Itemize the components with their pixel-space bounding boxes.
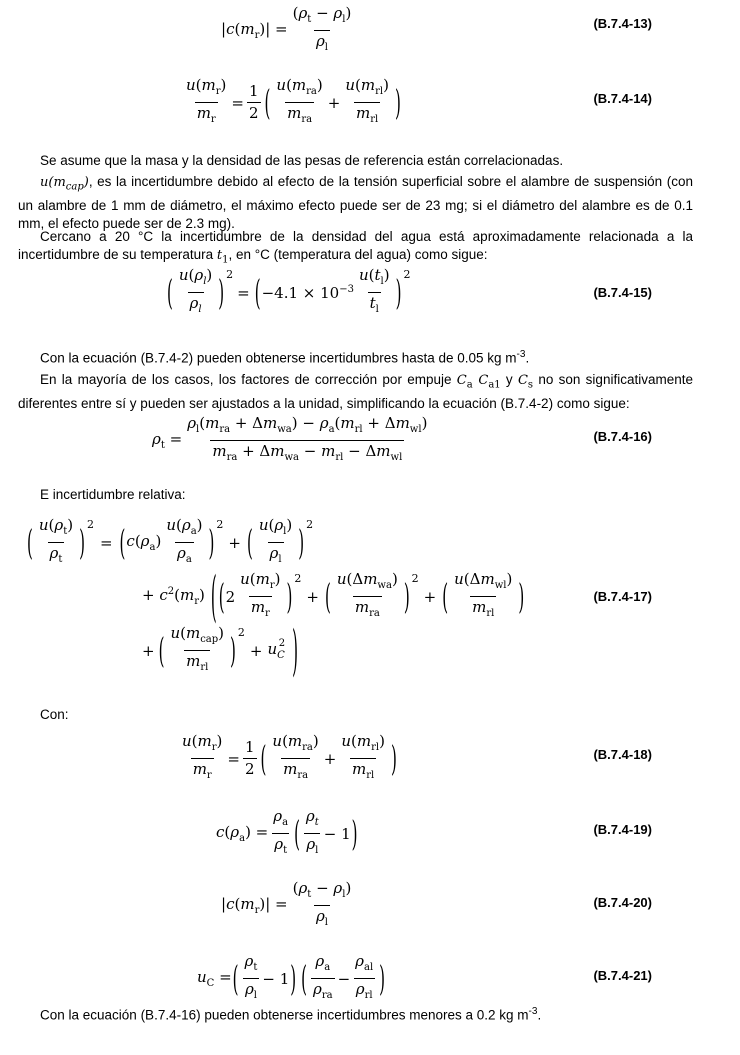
equation-b7417-line2: + $c^2(m_r)$ ( ( 2 $\frac{u(m_r)}{m_r}$ ) 2 + ( $\frac{u(\Delta m_{wa})}{m_{ra}}$ ) 2 + ( $\frac{u(\Delta m_{wl})}{m_{rl}}$ )	[142, 564, 525, 629]
equation-b7417-line1: ( $\frac{u(\rho_t)}{\rho_t}$ ) 2 = ( $c(\rho_a)$ $\frac{u(\rho_a)}{\rho_a}$ ) 2 + ( $\frac{u(\rho_l)}{\rho_l}$ ) 2	[26, 516, 313, 569]
equation-number: (B.7.4-15)	[593, 285, 652, 300]
paragraph-relative-uncertainty: E incertidumbre relativa:	[40, 487, 186, 502]
equation-b7421: $u_C$ = ( $\frac{\rho_t}{\rho_l}$ − 1 ) ( $\frac{\rho_a}{\rho_{ra}}$ − $\frac{\rho_{al}}{\rho_{rl}}$ )	[197, 952, 386, 1005]
paragraph-correlation: Se asume que la masa y la densidad de las pesas de referencia están correlacionadas.	[40, 153, 564, 168]
equation-b7413: $|c(m_r)|$ = $\frac{(\rho_t - \rho_l)}{\rho_l}$	[221, 4, 356, 57]
paragraph-uncertainty-0-05: Con la ecuación (B.7.4-2) pueden obtenerse incertidumbres hasta de 0.05 kg $m^{-3}$.	[40, 349, 530, 366]
equation-number: (B.7.4-20)	[593, 895, 652, 910]
paragraph-con: Con:	[40, 707, 69, 722]
equation-number: (B.7.4-18)	[593, 747, 652, 762]
equation-number: (B.7.4-16)	[593, 429, 652, 444]
paragraph-uncertainty-0-2: Con la ecuación (B.7.4-16) pueden obtenerse incertidumbres menores a 0.2 kg $m^{-3}$.	[40, 1006, 542, 1023]
equation-number: (B.7.4-21)	[593, 968, 652, 983]
equation-b7418: $\frac{u(m_r)}{m_r}$ = $\frac{1}{2}$ ( $\frac{u(m_{ra})}{m_{ra}}$ + $\frac{u(m_{rl})}{m_{rl}}$ )	[177, 732, 398, 785]
equation-b7420: $|c(m_r)|$ = $\frac{(\rho_t - \rho_l)}{\rho_l}$	[221, 879, 356, 932]
equation-number: (B.7.4-17)	[593, 589, 652, 604]
paragraph-surface-tension: $u(m_{cap})$, es la incertidumbre debido al efecto de la tensión superficial sobre el alambre de suspensión (con un alambre de 1 mm de diámetro, el máximo efecto puede ser de 23 mg; si el diámetro del alambre es de 0.1 mm, el efecto puede ser de 2.3 mg).	[18, 174, 693, 231]
equation-b7416: $\rho_t$ = $\frac{\rho_l(m_{ra} + \Delta m_{wa}) - \rho_a(m_{rl} + \Delta m_{wl})}{m_{ra} + \Delta m_{wa} - m_{rl} - \Delta m_{wl}}$	[152, 414, 432, 467]
equation-b7419: $c(\rho_a)$ = $\frac{\rho_a}{\rho_t}$ ( $\frac{\rho_t}{\rho_l}$ − 1 )	[216, 807, 359, 860]
paragraph-water-density: Cercano a 20 °C la incertidumbre de la densidad del agua está aproximadamente relacionada a la incertidumbre de su temperatura $t_1$, en °C (temperatura del agua) como sigue:	[18, 229, 693, 266]
equation-number: (B.7.4-13)	[593, 16, 652, 31]
equation-b7415: ( $\frac{u(\rho_l)}{\rho_l}$ ) 2 = ( −4.1 × 10 $^{-3}$ $\frac{u(t_l)}{t_l}$ ) 2	[166, 266, 410, 319]
paragraph-buoyancy: En la mayoría de los casos, los factores de corrección por empuje $C_a$ $C_{a1}$ y $C_s$ no son significativamente diferentes entre sí y pueden ser ajustados a la unidad, simplificando la ecuación (B.7.4-2) como sigue:	[18, 372, 693, 411]
equation-number: (B.7.4-14)	[593, 91, 652, 106]
equation-number: (B.7.4-19)	[593, 822, 652, 837]
equation-b7417-line3: + ( $\frac{u(m_{cap})}{m_{rl}}$ ) 2 + $u_C^2$ )	[142, 618, 299, 683]
equation-b7414: $\frac{u(m_r)}{m_r}$ = $\frac{1}{2}$ ( $\frac{u(m_{ra})}{m_{ra}}$ + $\frac{u(m_{rl})}{m_{rl}}$ )	[181, 76, 402, 129]
